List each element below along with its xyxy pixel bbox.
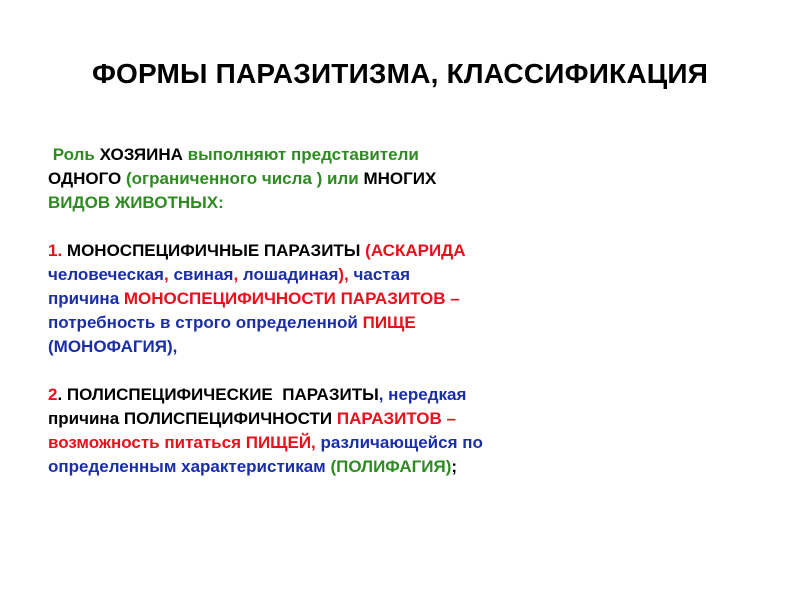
point2-text: возможность питаться: [48, 433, 246, 452]
ascaris-term: (АСКАРИДА: [365, 241, 466, 260]
point1-text: частая: [348, 265, 410, 284]
point1-name: МОНОСПЕЦИФИЧНЫЕ ПАРАЗИТЫ: [62, 241, 366, 260]
host-term: ХОЗЯИНА: [99, 145, 183, 164]
point2-line-1: [48, 383, 768, 407]
point1-line-2: [48, 263, 768, 287]
example-horse: лошадиная: [238, 265, 339, 284]
point2-text: определенным характеристикам: [48, 457, 331, 476]
point2-line-3: [48, 431, 768, 455]
example-human: человеческая: [48, 265, 164, 284]
monophagy-term: (МОНОФАГИЯ),: [48, 337, 178, 356]
slide-title: ФОРМЫ ПАРАЗИТИЗМА, КЛАССИФИКАЦИЯ: [91, 58, 709, 89]
intro-line-2: [48, 167, 768, 191]
food-term: ПИЩЕ: [362, 313, 416, 332]
point1-line-3: [48, 287, 768, 311]
point1-line-5: [48, 335, 768, 359]
semicolon: ;: [451, 457, 458, 476]
point2-line-2: [48, 407, 768, 431]
point1-line-4: [48, 311, 768, 335]
comma: ,: [233, 265, 239, 284]
point1-number: 1.: [48, 241, 63, 260]
point2-number: 2: [48, 385, 58, 404]
point2-name: . ПОЛИСПЕЦИФИЧЕСКИЕ ПАРАЗИТЫ: [57, 385, 379, 404]
point2-line-4: [48, 455, 768, 479]
polyphagy-term: (ПОЛИФАГИЯ): [330, 457, 452, 476]
slide-body: [48, 143, 768, 479]
point1-text: потребность в строго определенной: [48, 313, 363, 332]
point1-line-1: [48, 239, 768, 263]
monospecificity-term: МОНОСПЕЦИФИЧНОСТИ ПАРАЗИТОВ –: [123, 289, 460, 308]
point1-text: причина: [48, 289, 124, 308]
parasites-term: ПАРАЗИТОВ –: [336, 409, 456, 428]
intro-line-3: [48, 191, 768, 215]
point2-text: различающейся по: [315, 433, 483, 452]
point2-text: , нередкая: [378, 385, 467, 404]
one-term: ОДНОГО: [48, 169, 122, 188]
animal-species-term: ВИДОВ ЖИВОТНЫХ:: [48, 193, 224, 212]
comma: ,: [163, 265, 169, 284]
intro-text: выполняют представители: [182, 145, 419, 164]
polyspecificity-term: причина ПОЛИСПЕЦИФИЧНОСТИ: [48, 409, 337, 428]
many-term: МНОГИХ: [363, 169, 437, 188]
example-pig: свиная: [168, 265, 234, 284]
intro-text: Роль: [48, 145, 100, 164]
close-paren: ),: [338, 265, 349, 284]
intro-text: (ограниченного числа ) или: [121, 169, 364, 188]
food-term: ПИЩЕЙ,: [245, 433, 316, 452]
intro-line-1: [48, 143, 768, 167]
